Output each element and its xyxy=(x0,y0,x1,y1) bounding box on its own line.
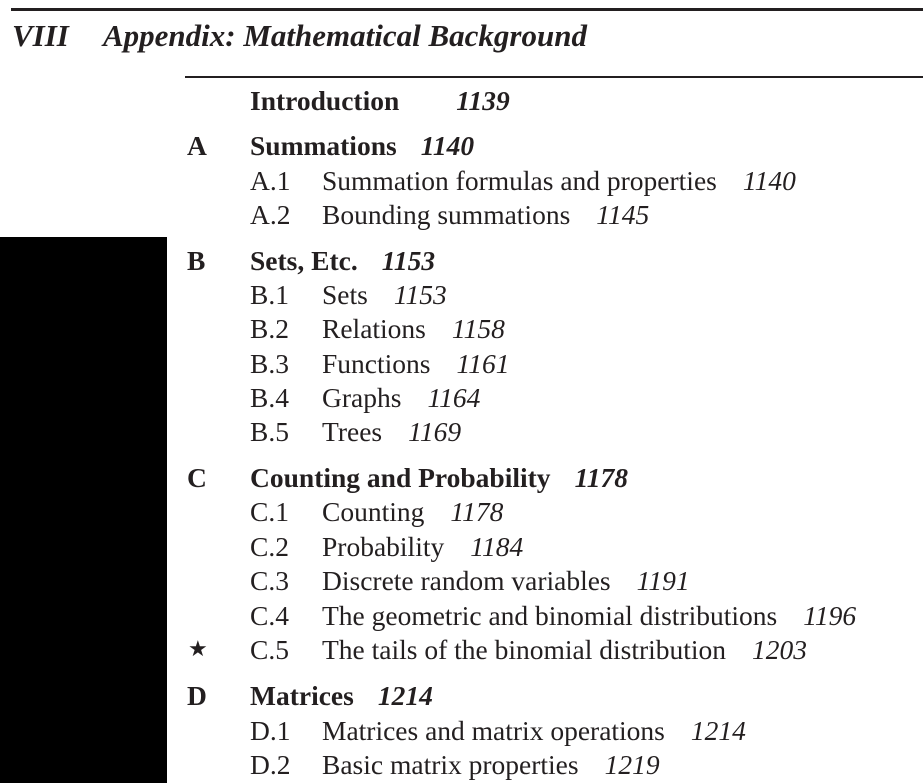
toc-entry-content xyxy=(250,244,435,278)
page-number: 1196 xyxy=(803,600,857,631)
toc-entry-content xyxy=(250,164,796,198)
chapter-letter: D xyxy=(187,680,207,711)
page-number: 1161 xyxy=(456,348,510,379)
section-title: Graphs xyxy=(322,382,402,413)
page-number: 1153 xyxy=(393,279,447,310)
page-number: 1214 xyxy=(690,715,746,746)
section-title: Relations xyxy=(322,313,426,344)
page-number: 1158 xyxy=(451,313,505,344)
redaction-block xyxy=(0,237,167,783)
chapter-title: Matrices xyxy=(250,680,354,711)
section-title: Matrices and matrix operations xyxy=(322,715,665,746)
section-title: The geometric and binomial distributions xyxy=(322,600,778,631)
top-rule xyxy=(11,8,923,11)
section-number: B.3 xyxy=(250,348,289,379)
page-number: 1203 xyxy=(752,634,808,665)
page-number: 1169 xyxy=(408,416,462,447)
part-title: Appendix: Mathematical Background xyxy=(103,18,587,53)
section-number: C.2 xyxy=(250,531,289,562)
page-number: 1178 xyxy=(574,462,629,493)
section-number: B.2 xyxy=(250,313,289,344)
toc-entry-content xyxy=(250,633,807,667)
page-number: 1140 xyxy=(742,165,796,196)
chapter-title: Summations xyxy=(250,130,397,161)
page-number: 1164 xyxy=(427,382,481,413)
toc-entry-content xyxy=(250,748,660,782)
section-title: Discrete random variables xyxy=(322,565,611,596)
toc-entry-content xyxy=(250,198,649,232)
toc-entry-content xyxy=(250,278,447,312)
chapter-letter: B xyxy=(187,245,206,276)
page-number: 1219 xyxy=(604,749,660,780)
section-number: A.1 xyxy=(250,165,291,196)
section-title: Counting xyxy=(322,496,425,527)
section-number: B.4 xyxy=(250,382,289,413)
contents-rule xyxy=(185,76,923,78)
toc-entry-content xyxy=(250,599,856,633)
chapter-letter: C xyxy=(187,462,207,493)
part-heading xyxy=(12,16,587,56)
toc-entry-content xyxy=(250,347,509,381)
toc-entry-content xyxy=(250,84,510,118)
toc-entry-content xyxy=(250,530,523,564)
toc-entry-content xyxy=(250,381,480,415)
page-number: 1140 xyxy=(420,130,475,161)
toc-entry-content xyxy=(250,495,503,529)
section-title: Bounding summations xyxy=(322,199,571,230)
page-number: 1139 xyxy=(456,85,510,116)
page-number: 1191 xyxy=(636,565,690,596)
section-title: The tails of the binomial distribution xyxy=(322,634,727,665)
page-number: 1214 xyxy=(377,680,433,711)
chapter-letter: A xyxy=(187,130,207,161)
toc-entry-content xyxy=(250,714,746,748)
section-title: Sets xyxy=(322,279,368,310)
toc-entry-content xyxy=(250,312,505,346)
section-number: C.4 xyxy=(250,600,289,631)
toc-entry-content xyxy=(250,461,628,495)
section-title: Basic matrix properties xyxy=(322,749,579,780)
toc-entry-content xyxy=(250,564,690,598)
section-title: Trees xyxy=(322,416,383,447)
section-number: B.1 xyxy=(250,279,289,310)
section-number: D.2 xyxy=(250,749,291,780)
chapter-title: Sets, Etc. xyxy=(250,245,358,276)
section-number: C.5 xyxy=(250,634,289,665)
section-title: Probability xyxy=(322,531,445,562)
section-number: B.5 xyxy=(250,416,289,447)
section-title: Summation formulas and properties xyxy=(322,165,717,196)
page-number: 1178 xyxy=(450,496,504,527)
page-number: 1184 xyxy=(470,531,524,562)
chapter-title: Counting and Probability xyxy=(250,462,551,493)
part-number: VIII xyxy=(12,18,69,53)
star-icon: ★ xyxy=(188,637,208,662)
toc-entry-content xyxy=(250,679,433,713)
section-number: C.1 xyxy=(250,496,289,527)
toc-entry-content xyxy=(250,129,474,163)
entry-title: Introduction xyxy=(250,85,400,116)
section-title: Functions xyxy=(322,348,431,379)
page-number: 1153 xyxy=(381,245,436,276)
section-number: D.1 xyxy=(250,715,291,746)
section-number: C.3 xyxy=(250,565,289,596)
section-number: A.2 xyxy=(250,199,291,230)
page-number: 1145 xyxy=(596,199,650,230)
toc-entry-content xyxy=(250,415,461,449)
